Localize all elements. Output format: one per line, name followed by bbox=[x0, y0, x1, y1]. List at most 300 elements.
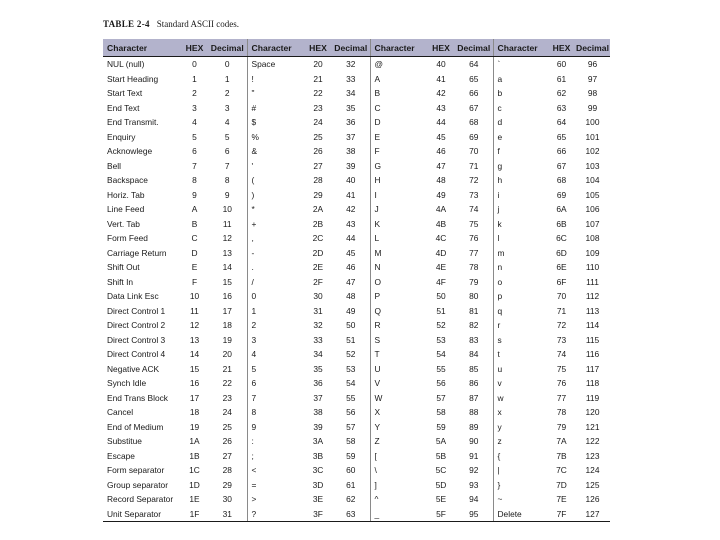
character-cell: Direct Control 2 bbox=[107, 320, 166, 331]
decimal-cell: 54 bbox=[346, 378, 356, 389]
hex-cell: 69 bbox=[556, 189, 567, 200]
character-cell: 3 bbox=[247, 333, 304, 348]
decimal-cell: 75 bbox=[469, 218, 479, 229]
character-cell: = bbox=[247, 478, 304, 493]
decimal-cell: 23 bbox=[222, 392, 232, 403]
decimal-cell: 92 bbox=[469, 465, 479, 476]
character-cell: b bbox=[493, 86, 548, 101]
hex-cell: 2 bbox=[192, 88, 197, 99]
hex-cell: 78 bbox=[556, 407, 567, 418]
decimal-cell: 116 bbox=[585, 349, 600, 360]
decimal-cell: 122 bbox=[585, 436, 600, 447]
decimal-cell: 20 bbox=[222, 349, 232, 360]
hex-cell: 4 bbox=[192, 117, 197, 128]
character-cell: ; bbox=[247, 449, 304, 464]
decimal-cell: 61 bbox=[346, 479, 356, 490]
character-cell: J bbox=[370, 202, 427, 217]
table-row bbox=[103, 246, 610, 261]
col-header-decimal-1: Decimal bbox=[208, 39, 247, 57]
table-row bbox=[103, 57, 610, 72]
decimal-cell: 89 bbox=[469, 421, 479, 432]
table-row bbox=[103, 463, 610, 478]
decimal-cell: 19 bbox=[222, 334, 232, 345]
character-cell: ( bbox=[247, 173, 304, 188]
decimal-cell: 66 bbox=[469, 88, 479, 99]
decimal-cell: 63 bbox=[332, 507, 370, 522]
table-row bbox=[103, 101, 610, 116]
hex-cell: 1D bbox=[189, 479, 200, 490]
decimal-cell: 62 bbox=[346, 494, 356, 505]
character-cell: t bbox=[493, 347, 548, 362]
hex-cell: 33 bbox=[313, 334, 323, 345]
decimal-cell: 106 bbox=[585, 204, 600, 215]
hex-cell: 36 bbox=[313, 378, 323, 389]
hex-cell: 3E bbox=[312, 494, 324, 505]
character-cell: 6 bbox=[247, 376, 304, 391]
character-cell: u bbox=[493, 362, 548, 377]
decimal-cell: 95 bbox=[455, 507, 493, 522]
col-header-decimal-2: Decimal bbox=[332, 39, 370, 57]
character-cell: End Transmit. bbox=[107, 117, 159, 128]
hex-cell: 5 bbox=[192, 131, 197, 142]
hex-cell: 2D bbox=[312, 247, 324, 258]
decimal-cell: 73 bbox=[469, 189, 479, 200]
character-cell: _ bbox=[370, 507, 427, 522]
character-cell: @ bbox=[370, 57, 427, 72]
table-row bbox=[103, 333, 610, 348]
hex-cell: 7D bbox=[556, 479, 567, 490]
character-cell: S bbox=[370, 333, 427, 348]
hex-cell: A bbox=[191, 204, 198, 215]
hex-cell: 65 bbox=[556, 131, 567, 142]
table-title: Standard ASCII codes. bbox=[156, 19, 240, 29]
table-row bbox=[103, 260, 610, 275]
hex-cell: 23 bbox=[313, 102, 323, 113]
character-cell: Unit Separator bbox=[103, 507, 181, 522]
decimal-cell: 60 bbox=[346, 465, 356, 476]
decimal-cell: 33 bbox=[346, 73, 356, 84]
hex-cell: 3 bbox=[192, 102, 197, 113]
character-cell: w bbox=[493, 391, 548, 406]
character-cell: 7 bbox=[247, 391, 304, 406]
decimal-cell: 0 bbox=[224, 59, 230, 70]
hex-cell: 39 bbox=[313, 421, 323, 432]
character-cell: End Text bbox=[107, 102, 140, 113]
decimal-cell: 98 bbox=[587, 88, 598, 99]
character-cell: U bbox=[370, 362, 427, 377]
decimal-cell: 120 bbox=[585, 407, 600, 418]
hex-cell: 52 bbox=[436, 320, 446, 331]
table-row bbox=[103, 318, 610, 333]
hex-cell: 62 bbox=[556, 88, 567, 99]
hex-cell: C bbox=[191, 233, 198, 244]
ascii-table bbox=[103, 39, 610, 522]
decimal-cell: 107 bbox=[585, 218, 600, 229]
hex-cell: 68 bbox=[556, 175, 567, 186]
hex-cell: 7B bbox=[556, 450, 567, 461]
character-cell: Form separator bbox=[107, 465, 165, 476]
character-cell: f bbox=[493, 144, 548, 159]
character-cell: M bbox=[370, 246, 427, 261]
hex-cell: 20 bbox=[313, 59, 323, 70]
hex-cell: 14 bbox=[189, 349, 200, 360]
character-cell: & bbox=[247, 144, 304, 159]
hex-cell: 71 bbox=[556, 305, 567, 316]
hex-cell: 19 bbox=[189, 421, 200, 432]
character-cell: L bbox=[370, 231, 427, 246]
character-cell: : bbox=[247, 434, 304, 449]
hex-cell: 4A bbox=[435, 204, 447, 215]
decimal-cell: 80 bbox=[469, 291, 479, 302]
decimal-cell: 8 bbox=[224, 175, 230, 186]
decimal-cell: 83 bbox=[469, 334, 479, 345]
character-cell: Direct Control 4 bbox=[107, 349, 166, 360]
character-cell: / bbox=[247, 275, 304, 290]
character-cell: A bbox=[370, 72, 427, 87]
character-cell: } bbox=[493, 478, 548, 493]
character-cell: [ bbox=[370, 449, 427, 464]
table-row bbox=[103, 86, 610, 101]
decimal-cell: 48 bbox=[346, 291, 356, 302]
hex-cell: 12 bbox=[189, 320, 200, 331]
hex-cell: 3F bbox=[304, 507, 332, 522]
hex-cell: 56 bbox=[436, 378, 446, 389]
decimal-cell: 74 bbox=[469, 204, 479, 215]
decimal-cell: 109 bbox=[585, 247, 600, 258]
decimal-cell: 100 bbox=[585, 117, 600, 128]
character-cell: Shift In bbox=[107, 276, 134, 287]
character-cell: Enquiry bbox=[107, 131, 136, 142]
hex-cell: 49 bbox=[436, 189, 446, 200]
decimal-cell: 97 bbox=[587, 73, 598, 84]
character-cell: e bbox=[493, 130, 548, 145]
decimal-cell: 123 bbox=[585, 450, 600, 461]
character-cell: End of Medium bbox=[107, 421, 164, 432]
hex-cell: 7 bbox=[192, 160, 197, 171]
hex-cell: 1B bbox=[189, 450, 200, 461]
hex-cell: 9 bbox=[192, 189, 197, 200]
character-cell: , bbox=[247, 231, 304, 246]
hex-cell: 63 bbox=[556, 102, 567, 113]
character-cell: O bbox=[370, 275, 427, 290]
hex-cell: 60 bbox=[556, 59, 567, 70]
hex-cell: 67 bbox=[556, 160, 567, 171]
table-row bbox=[103, 376, 610, 391]
hex-cell: 72 bbox=[556, 320, 567, 331]
hex-cell: 7A bbox=[556, 436, 567, 447]
table-row bbox=[103, 72, 610, 87]
character-cell: B bbox=[370, 86, 427, 101]
character-cell: Substitue bbox=[107, 436, 142, 447]
character-cell: r bbox=[493, 318, 548, 333]
hex-cell: 66 bbox=[556, 146, 567, 157]
hex-cell: 4B bbox=[435, 218, 447, 229]
character-cell: k bbox=[493, 217, 548, 232]
decimal-cell: 69 bbox=[469, 131, 479, 142]
decimal-cell: 108 bbox=[585, 233, 600, 244]
table-row bbox=[103, 347, 610, 362]
decimal-cell: 76 bbox=[469, 233, 479, 244]
table-row bbox=[103, 202, 610, 217]
table-row bbox=[103, 173, 610, 188]
character-cell: Y bbox=[370, 420, 427, 435]
character-cell: Direct Control 3 bbox=[107, 334, 166, 345]
decimal-cell: 16 bbox=[222, 291, 232, 302]
character-cell: ! bbox=[247, 72, 304, 87]
hex-cell: 46 bbox=[436, 146, 446, 157]
col-header-hex-1: HEX bbox=[181, 39, 208, 57]
decimal-cell: 72 bbox=[469, 175, 479, 186]
character-cell: T bbox=[370, 347, 427, 362]
decimal-cell: 112 bbox=[585, 291, 600, 302]
character-cell: Horiz. Tab bbox=[107, 189, 145, 200]
character-cell: 9 bbox=[247, 420, 304, 435]
character-cell: Vert. Tab bbox=[107, 218, 140, 229]
hex-cell: 5C bbox=[435, 465, 447, 476]
character-cell: Z bbox=[370, 434, 427, 449]
decimal-cell: 93 bbox=[469, 479, 479, 490]
character-cell: m bbox=[493, 246, 548, 261]
character-cell: Line Feed bbox=[107, 204, 145, 215]
decimal-cell: 50 bbox=[346, 320, 356, 331]
decimal-cell: 35 bbox=[346, 102, 356, 113]
character-cell: y bbox=[493, 420, 548, 435]
table-row bbox=[103, 434, 610, 449]
hex-cell: 76 bbox=[556, 378, 567, 389]
col-header-hex-4: HEX bbox=[548, 39, 575, 57]
col-header-character-3: Character bbox=[370, 39, 427, 57]
hex-cell: 3C bbox=[312, 465, 324, 476]
table-row bbox=[103, 405, 610, 420]
decimal-cell: 126 bbox=[585, 494, 600, 505]
decimal-cell: 110 bbox=[585, 262, 600, 273]
hex-cell: 44 bbox=[436, 117, 446, 128]
hex-cell: 75 bbox=[556, 363, 567, 374]
col-header-decimal-3: Decimal bbox=[455, 39, 493, 57]
character-cell: \ bbox=[370, 463, 427, 478]
decimal-cell: 27 bbox=[222, 450, 232, 461]
decimal-cell: 17 bbox=[222, 305, 232, 316]
col-header-character-4: Character bbox=[493, 39, 548, 57]
character-cell: % bbox=[247, 130, 304, 145]
hex-cell: 10 bbox=[189, 291, 200, 302]
character-cell: Q bbox=[370, 304, 427, 319]
decimal-cell: 114 bbox=[585, 320, 600, 331]
decimal-cell: 127 bbox=[575, 507, 610, 522]
header-row bbox=[103, 39, 610, 57]
decimal-cell: 111 bbox=[586, 276, 599, 287]
table-row bbox=[103, 217, 610, 232]
decimal-cell: 9 bbox=[224, 189, 230, 200]
table-row bbox=[103, 391, 610, 406]
character-cell: d bbox=[493, 115, 548, 130]
decimal-cell: 18 bbox=[222, 320, 232, 331]
hex-cell: 2C bbox=[312, 233, 324, 244]
character-cell: D bbox=[370, 115, 427, 130]
decimal-cell: 87 bbox=[469, 392, 479, 403]
table-row bbox=[103, 507, 610, 522]
character-cell: g bbox=[493, 159, 548, 174]
decimal-cell: 77 bbox=[469, 247, 479, 258]
decimal-cell: 90 bbox=[469, 436, 479, 447]
table-row bbox=[103, 449, 610, 464]
character-cell: Carriage Return bbox=[107, 247, 167, 258]
hex-cell: 4E bbox=[435, 262, 447, 273]
decimal-cell: 86 bbox=[469, 378, 479, 389]
character-cell: E bbox=[370, 130, 427, 145]
character-cell: H bbox=[370, 173, 427, 188]
hex-cell: 50 bbox=[436, 291, 446, 302]
hex-cell: 51 bbox=[436, 305, 446, 316]
hex-cell: 73 bbox=[556, 334, 567, 345]
decimal-cell: 13 bbox=[222, 247, 232, 258]
hex-cell: 64 bbox=[556, 117, 567, 128]
table-row bbox=[103, 159, 610, 174]
decimal-cell: 25 bbox=[222, 421, 232, 432]
character-cell: | bbox=[493, 463, 548, 478]
hex-cell: 7F bbox=[548, 507, 575, 522]
character-cell: C bbox=[370, 101, 427, 116]
decimal-cell: 88 bbox=[469, 407, 479, 418]
character-cell: ` bbox=[493, 57, 548, 72]
character-cell: P bbox=[370, 289, 427, 304]
character-cell: 0 bbox=[247, 289, 304, 304]
hex-cell: 48 bbox=[436, 175, 446, 186]
table-row bbox=[103, 420, 610, 435]
hex-cell: 70 bbox=[556, 291, 567, 302]
table-row bbox=[103, 188, 610, 203]
decimal-cell: 5 bbox=[224, 131, 230, 142]
hex-cell: 45 bbox=[436, 131, 446, 142]
character-cell: $ bbox=[247, 115, 304, 130]
character-cell: o bbox=[493, 275, 548, 290]
decimal-cell: 11 bbox=[222, 218, 232, 229]
character-cell: X bbox=[370, 405, 427, 420]
hex-cell: 1A bbox=[189, 436, 200, 447]
hex-cell: 3D bbox=[312, 479, 324, 490]
hex-cell: 6F bbox=[556, 276, 567, 287]
hex-cell: 30 bbox=[313, 291, 323, 302]
hex-cell: 16 bbox=[189, 378, 200, 389]
character-cell: h bbox=[493, 173, 548, 188]
hex-cell: 0 bbox=[192, 59, 197, 70]
decimal-cell: 21 bbox=[222, 363, 232, 374]
hex-cell: 5B bbox=[435, 450, 447, 461]
character-cell: > bbox=[247, 492, 304, 507]
character-cell: z bbox=[493, 434, 548, 449]
character-cell: + bbox=[247, 217, 304, 232]
decimal-cell: 68 bbox=[469, 117, 479, 128]
decimal-cell: 45 bbox=[346, 247, 356, 258]
character-cell: I bbox=[370, 188, 427, 203]
hex-cell: 59 bbox=[436, 421, 446, 432]
decimal-cell: 59 bbox=[346, 450, 356, 461]
decimal-cell: 46 bbox=[346, 262, 356, 273]
hex-cell: 40 bbox=[436, 59, 446, 70]
decimal-cell: 67 bbox=[469, 102, 479, 113]
decimal-cell: 82 bbox=[469, 320, 479, 331]
hex-cell: 1E bbox=[189, 494, 200, 505]
hex-cell: 79 bbox=[556, 421, 567, 432]
decimal-cell: 115 bbox=[585, 334, 600, 345]
decimal-cell: 51 bbox=[346, 334, 356, 345]
character-cell: Synch Idle bbox=[107, 378, 147, 389]
character-cell: - bbox=[247, 246, 304, 261]
character-cell: W bbox=[370, 391, 427, 406]
table-number: TABLE 2-4 bbox=[103, 19, 150, 29]
character-cell: * bbox=[247, 202, 304, 217]
hex-cell: 17 bbox=[189, 392, 200, 403]
decimal-cell: 99 bbox=[587, 102, 598, 113]
hex-cell: 38 bbox=[313, 407, 323, 418]
decimal-cell: 30 bbox=[222, 494, 232, 505]
character-cell: x bbox=[493, 405, 548, 420]
decimal-cell: 102 bbox=[585, 146, 600, 157]
character-cell: 8 bbox=[247, 405, 304, 420]
hex-cell: 61 bbox=[556, 73, 567, 84]
hex-cell: 3B bbox=[312, 450, 324, 461]
decimal-cell: 65 bbox=[469, 73, 479, 84]
character-cell: ) bbox=[247, 188, 304, 203]
character-cell: Shift Out bbox=[107, 262, 140, 273]
hex-cell: 5E bbox=[435, 494, 447, 505]
decimal-cell: 91 bbox=[469, 450, 479, 461]
hex-cell: 21 bbox=[313, 73, 323, 84]
character-cell: . bbox=[247, 260, 304, 275]
decimal-cell: 39 bbox=[346, 160, 356, 171]
character-cell: v bbox=[493, 376, 548, 391]
character-cell: Space bbox=[247, 57, 304, 72]
table-row bbox=[103, 492, 610, 507]
hex-cell: 35 bbox=[313, 363, 323, 374]
decimal-cell: 40 bbox=[346, 175, 356, 186]
character-cell: s bbox=[493, 333, 548, 348]
decimal-cell: 47 bbox=[346, 276, 356, 287]
character-cell: 2 bbox=[247, 318, 304, 333]
character-cell: ~ bbox=[493, 492, 548, 507]
hex-cell: 77 bbox=[556, 392, 567, 403]
hex-cell: 25 bbox=[313, 131, 323, 142]
character-cell: Direct Control 1 bbox=[107, 305, 166, 316]
col-header-hex-3: HEX bbox=[427, 39, 455, 57]
character-cell: p bbox=[493, 289, 548, 304]
table-row bbox=[103, 144, 610, 159]
hex-cell: 29 bbox=[313, 189, 323, 200]
character-cell: K bbox=[370, 217, 427, 232]
hex-cell: 18 bbox=[189, 407, 200, 418]
character-cell: F bbox=[370, 144, 427, 159]
decimal-cell: 52 bbox=[346, 349, 356, 360]
hex-cell: 42 bbox=[436, 88, 446, 99]
hex-cell: 6B bbox=[556, 218, 567, 229]
decimal-cell: 57 bbox=[346, 421, 356, 432]
decimal-cell: 55 bbox=[346, 392, 356, 403]
decimal-cell: 53 bbox=[346, 363, 356, 374]
decimal-cell: 26 bbox=[222, 436, 232, 447]
table-row bbox=[103, 304, 610, 319]
hex-cell: 26 bbox=[313, 146, 323, 157]
hex-cell: 2B bbox=[312, 218, 324, 229]
decimal-cell: 103 bbox=[585, 160, 600, 171]
hex-cell: 55 bbox=[436, 363, 446, 374]
decimal-cell: 10 bbox=[222, 204, 232, 215]
hex-cell: 1F bbox=[181, 507, 208, 522]
hex-cell: D bbox=[191, 247, 198, 258]
decimal-cell: 36 bbox=[346, 117, 356, 128]
decimal-cell: 101 bbox=[585, 131, 600, 142]
decimal-cell: 29 bbox=[222, 479, 232, 490]
hex-cell: 31 bbox=[313, 305, 323, 316]
